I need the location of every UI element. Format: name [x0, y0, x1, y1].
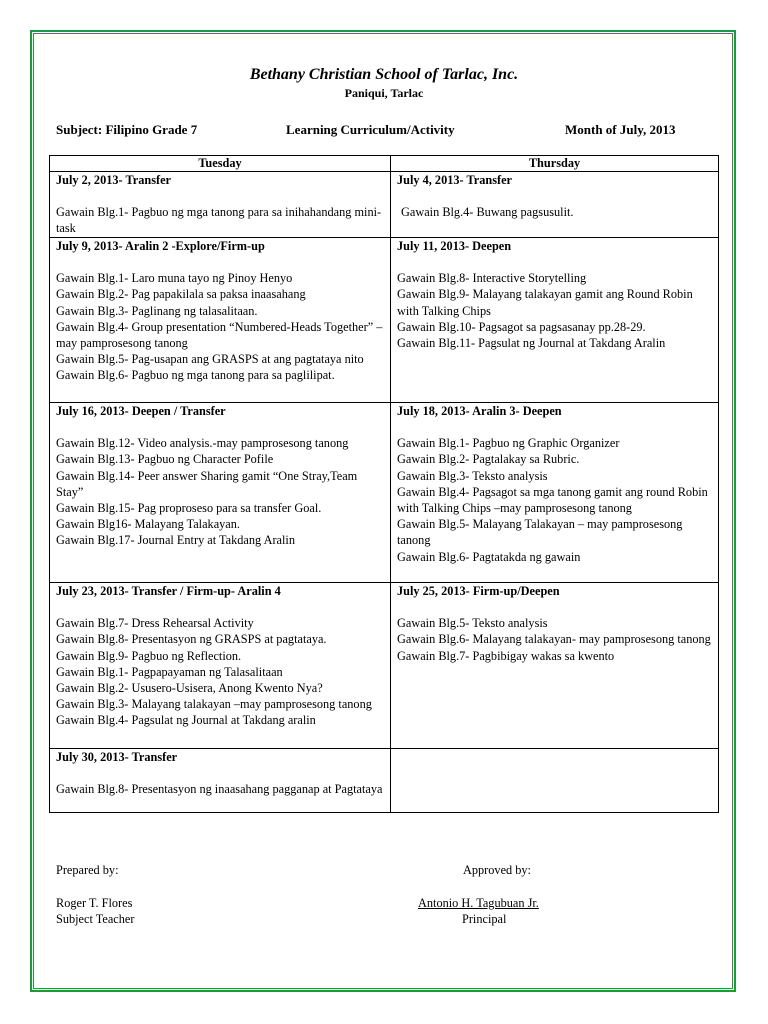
spacer — [56, 765, 384, 781]
table-row — [50, 749, 719, 813]
activity-item: Gawain Blg.6- Pagbuo ng mga tanong para sa paglilipat. — [56, 368, 335, 383]
activity-item: Gawain Blg.8- Presentasyon ng inaasahang pagganap at Pagtataya — [56, 782, 383, 797]
activity-item: Gawain Blg.4- Group presentation “Numbered-Heads Together” – may pamprosesong tanong — [56, 319, 383, 351]
activity-item: Gawain Blg.15- Pag proproseso para sa transfer Goal. — [56, 501, 322, 516]
activity-item: Gawain Blg.2- Pagtalakay sa Rubric. — [397, 452, 580, 467]
prepared-by-label: Prepared by: — [56, 863, 119, 877]
spacer — [397, 188, 712, 204]
school-location: Paniqui, Tarlac — [344, 86, 424, 100]
activity-item: Gawain Blg.4- Pagsulat ng Journal at Takdang aralin — [56, 713, 316, 728]
activity-item: Gawain Blg.11- Pagsulat ng Journal at Takdang Aralin — [397, 336, 666, 351]
thursday-cell — [391, 583, 719, 749]
activity-item: Gawain Blg.6- Malayang talakayan- may pamprosesong tanong — [397, 632, 711, 647]
activity-item: Gawain Blg.1- Pagbuo ng Graphic Organizer — [397, 436, 620, 451]
thursday-cell — [391, 403, 719, 583]
month-label: Month of July, 2013 — [565, 122, 676, 137]
activity-list — [56, 781, 384, 797]
activity-item: Gawain Blg.6- Pagtatakda ng gawain — [397, 549, 581, 564]
schedule-table — [49, 155, 719, 813]
entry-date: July 2, 2013- Transfer — [56, 173, 171, 187]
activity-item: Gawain Blg.3- Malayang talakayan –may pamprosesong tanong — [56, 697, 372, 712]
activity-item: Gawain Blg.17- Journal Entry at Takdang Aralin — [56, 533, 295, 548]
spacer — [56, 188, 384, 204]
teacher-name: Roger T. Flores — [56, 896, 133, 910]
activity-item: Gawain Blg.1- Pagpapayaman ng Talasalitaan — [56, 664, 283, 679]
activity-item: Gawain Blg.9- Malayang talakayan gamit ang Round Robin with Talking Chips — [397, 287, 693, 318]
tuesday-cell — [50, 583, 391, 749]
activity-item: Gawain Blg.4- Pagsagot sa mga tanong gamit ang round Robin with Talking Chips –may pamprosesong tanong — [397, 484, 708, 516]
schedule-body — [50, 172, 719, 813]
entry-date: July 4, 2013- Transfer — [397, 173, 512, 187]
activity-item: Gawain Blg.3- Paglinang ng talasalitaan. — [56, 303, 258, 318]
entry-date: July 25, 2013- Firm-up/Deepen — [397, 584, 560, 598]
table-header-row — [50, 156, 719, 172]
activity-item: Gawain Blg.12- Video analysis.-may pamprosesong tanong — [56, 436, 349, 451]
column-header-tuesday: Tuesday — [50, 156, 391, 172]
entry-date: July 11, 2013- Deepen — [397, 239, 512, 253]
teacher-role: Subject Teacher — [56, 912, 135, 926]
activity-item: Gawain Blg.7- Dress Rehearsal Activity — [56, 616, 254, 631]
spacer — [397, 419, 712, 435]
thursday-cell — [391, 172, 719, 238]
tuesday-cell — [50, 238, 391, 403]
activity-list — [56, 204, 384, 236]
spacer — [56, 254, 384, 270]
activity-item: Gawain Blg.4- Buwang pagsusulit. — [401, 205, 574, 220]
spacer — [56, 599, 384, 615]
activity-item: Gawain Blg.10- Pagsagot sa pagsasanay pp.28-29. — [397, 319, 646, 334]
activity-item: Gawain Blg.13- Pagbuo ng Character Pofile — [56, 452, 274, 467]
activity-item: Gawain Blg.14- Peer answer Sharing gamit “One Stray,Team Stay” — [56, 468, 358, 499]
activity-item: Gawain Blg.8- Presentasyon ng GRASPS at pagtataya. — [56, 632, 327, 647]
entry-date: July 30, 2013- Transfer — [56, 750, 178, 764]
activity-item: Gawain Blg.5- Malayang Talakayan – may pamprosesong tanong — [397, 517, 683, 548]
subject-label: Subject: Filipino Grade 7 — [56, 122, 198, 137]
approved-by-label: Approved by: — [463, 863, 531, 877]
activity-item: Gawain Blg.1- Laro muna tayo ng Pinoy Henyo — [56, 271, 293, 286]
activity-list — [397, 204, 712, 220]
activity-label: Learning Curriculum/Activity — [286, 122, 455, 137]
activity-item: Gawain Blg.2- Ususero-Usisera, Anong Kwento Nya? — [56, 681, 323, 696]
activity-item: Gawain Blg.8- Interactive Storytelling — [397, 271, 587, 286]
activity-item: Gawain Blg.1- Pagbuo ng mga tanong para sa inihahandang mini-task — [56, 205, 382, 236]
activity-list — [397, 615, 712, 664]
entry-date: July 23, 2013- Transfer / Firm-up- Aralin 4 — [56, 584, 281, 598]
spacer — [56, 419, 384, 435]
thursday-cell — [391, 238, 719, 403]
spacer — [397, 599, 712, 615]
activity-item: Gawain Blg.5- Teksto analysis — [397, 616, 548, 631]
activity-item: Gawain Blg.5- Pag-usapan ang GRASPS at ang pagtataya nito — [56, 352, 364, 367]
school-name: Bethany Christian School of Tarlac, Inc. — [249, 66, 519, 83]
activity-list — [397, 435, 712, 565]
table-row — [50, 172, 719, 238]
entry-date: July 16, 2013- Deepen / Transfer — [56, 404, 226, 418]
activity-item: Gawain Blg16- Malayang Talakayan. — [56, 517, 240, 532]
activity-list — [56, 435, 384, 548]
principal-role: Principal — [462, 912, 507, 926]
spacer — [397, 254, 712, 270]
entry-date: July 9, 2013- Aralin 2 -Explore/Firm-up — [56, 239, 265, 253]
activity-list — [397, 270, 712, 351]
thursday-cell — [391, 749, 719, 813]
tuesday-cell — [50, 749, 391, 813]
tuesday-cell — [50, 403, 391, 583]
tuesday-cell — [50, 172, 391, 238]
table-row — [50, 403, 719, 583]
principal-name: Antonio H. Tagubuan Jr. — [418, 896, 539, 910]
activity-item: Gawain Blg.2- Pag papakilala sa paksa inaasahang — [56, 287, 306, 302]
activity-item: Gawain Blg.7- Pagbibigay wakas sa kwento — [397, 648, 615, 663]
activity-item: Gawain Blg.3- Teksto analysis — [397, 468, 548, 483]
column-header-thursday: Thursday — [391, 156, 719, 172]
table-row — [50, 238, 719, 403]
activity-item: Gawain Blg.9- Pagbuo ng Reflection. — [56, 648, 242, 663]
table-row — [50, 583, 719, 749]
activity-list — [56, 615, 384, 728]
activity-list — [56, 270, 384, 383]
entry-date: July 18, 2013- Aralin 3- Deepen — [397, 404, 562, 418]
